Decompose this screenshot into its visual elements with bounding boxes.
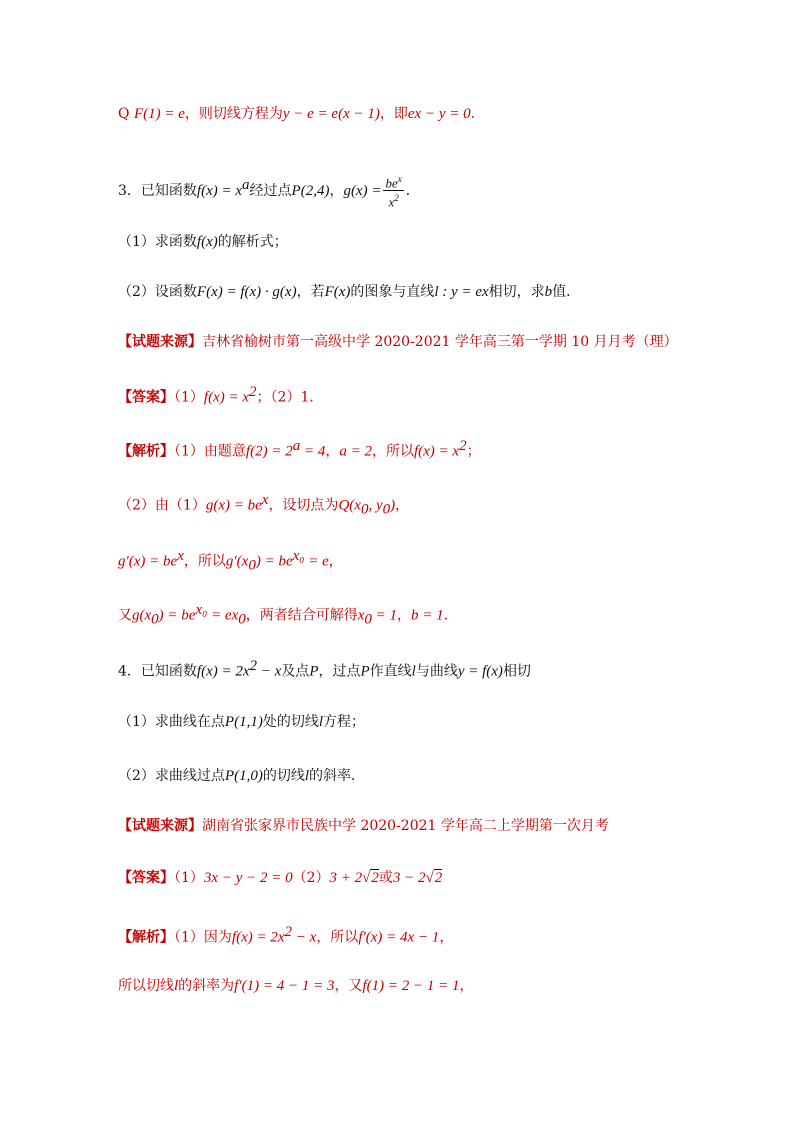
math-expr: g′(x xyxy=(225,553,249,570)
math-exp: 2 xyxy=(459,438,467,454)
text: 方程； xyxy=(323,714,365,730)
math-expr: − x xyxy=(292,929,317,946)
text: ，设切点为 xyxy=(268,497,339,514)
text: 与曲线 xyxy=(415,663,458,680)
math-expr: ) = be xyxy=(255,553,293,570)
math-expr: = e xyxy=(304,553,329,570)
text: ； xyxy=(466,443,481,460)
math-expr: f′(x) = 4x − 1 xyxy=(358,929,440,946)
text: ，所以 xyxy=(371,443,414,460)
analysis-tag: 【解析】 xyxy=(118,443,174,460)
question-3-analysis-2 xyxy=(118,490,409,519)
math-expr: 3x − y − 2 = 0 xyxy=(203,870,293,886)
text: ， xyxy=(397,607,412,624)
math-exp: a xyxy=(242,177,250,194)
text: （1）求曲线在点 xyxy=(118,714,225,730)
math-expr: P xyxy=(360,663,370,680)
math-expr: F(x) xyxy=(324,284,351,300)
math-expr: = ex xyxy=(207,607,239,624)
math-expr: F(1) = e xyxy=(133,106,185,122)
source-text: 湖南省张家界市民族中学 2020-2021 学年高二上学期第一次月考 xyxy=(202,818,609,834)
math-exp: x₀ xyxy=(195,602,208,618)
math-expr: f(1) = 2 − 1 = 1 xyxy=(362,978,460,994)
question-3-part-2 xyxy=(118,282,580,302)
text: ，又 xyxy=(334,978,363,994)
text: ，所以 xyxy=(316,929,359,946)
math-expr: f(x) = 2x xyxy=(231,929,285,946)
math-expr: g′(x) = be xyxy=(118,553,178,570)
source-text: 吉林省榆树市第一高级中学 2020-2021 学年高三第一学期 10 月月考（理） xyxy=(202,334,678,350)
text: ，所以 xyxy=(183,553,226,570)
text: （2） xyxy=(292,870,330,886)
math-exp: x xyxy=(397,174,402,184)
question-3-analysis-3 xyxy=(118,546,343,575)
text: ； xyxy=(256,389,271,406)
text: 的斜率． xyxy=(309,768,365,784)
math-expr: a = 2 xyxy=(339,443,372,460)
math-expr: b = 1 xyxy=(411,607,444,624)
text: ，若 xyxy=(296,284,325,300)
text: （1）求函数 xyxy=(118,234,197,250)
math-expr: l xyxy=(174,978,179,994)
math-sub: 0 xyxy=(364,611,372,628)
sqrt: √2 xyxy=(425,870,443,886)
text: ，过点 xyxy=(318,663,361,680)
source-tag: 【试题来源】 xyxy=(118,818,202,834)
math-exp: a xyxy=(292,438,301,454)
question-4-source xyxy=(118,816,609,836)
math-expr: y = f(x) xyxy=(457,663,503,680)
math-expr: = 1 xyxy=(371,607,398,624)
math-sub: 0 xyxy=(248,557,256,574)
math-expr: g(x) = be xyxy=(205,497,262,514)
text: ． xyxy=(470,106,485,122)
text: 的斜率为 xyxy=(178,978,235,994)
question-number: 4．已知函数 xyxy=(118,663,197,680)
question-3-analysis-4 xyxy=(118,600,458,629)
text: 相切 xyxy=(502,663,531,680)
sqrt-radicand: 2 xyxy=(434,870,443,886)
text: ， xyxy=(329,182,344,199)
text: （2）求曲线过点 xyxy=(118,768,225,784)
text: ，即 xyxy=(379,106,408,122)
math-expr: , y xyxy=(368,497,383,514)
answer-tag: 【答案】 xyxy=(118,870,174,886)
text: 值． xyxy=(552,284,581,300)
math-expr: P(1,0) xyxy=(224,768,263,784)
text: ． xyxy=(405,182,420,199)
text: （2）设函数 xyxy=(118,284,197,300)
question-4-part-1 xyxy=(118,712,365,732)
sqrt: √2 xyxy=(362,870,379,886)
text: 又 xyxy=(118,607,132,624)
math-expr: ) xyxy=(390,497,396,514)
text: 经过点 xyxy=(249,182,292,199)
math-exp: 2 xyxy=(249,658,258,674)
text: 相切，求 xyxy=(488,284,545,300)
question-4-analysis-2 xyxy=(118,976,474,996)
text: ，则切线方程为 xyxy=(184,106,283,122)
solution-line-tangent xyxy=(118,104,485,124)
math-expr: f(x) = x xyxy=(203,389,250,406)
text: ， xyxy=(395,497,410,514)
math-expr: y − e = e(x − 1) xyxy=(282,106,380,122)
math-expr: = 4 xyxy=(300,443,326,460)
question-3-answer xyxy=(118,382,323,408)
math-expr: ex − y = 0 xyxy=(407,106,471,122)
math-expr: f(x) = 2x xyxy=(196,663,250,680)
math-expr: x xyxy=(357,607,365,624)
text: ， xyxy=(459,978,474,994)
question-4-answer xyxy=(118,868,442,888)
text: ， xyxy=(325,443,340,460)
math-expr: f(x) = x xyxy=(413,443,460,460)
text: ，两者结合可解得 xyxy=(245,607,358,624)
question-4 xyxy=(118,656,531,682)
math-sub: 0 xyxy=(360,501,369,518)
answer-tag: 【答案】 xyxy=(118,389,174,406)
math-sub: 0 xyxy=(238,611,246,628)
text: （2）1． xyxy=(270,389,324,406)
text: ． xyxy=(443,607,458,624)
question-4-analysis-1 xyxy=(118,922,453,948)
math-expr: f(x) = x xyxy=(196,182,243,199)
math-expr: F(x) = f(x) · g(x) xyxy=(196,284,297,300)
math-expr: f(2) = 2 xyxy=(245,443,293,460)
text: 的图象与直线 xyxy=(350,284,435,300)
math-expr: Q(x xyxy=(338,497,361,514)
math-expr: − x xyxy=(257,663,282,680)
text: ， xyxy=(328,553,343,570)
question-4-part-2 xyxy=(118,766,365,786)
text: 的切线 xyxy=(262,768,305,784)
text: ， xyxy=(439,929,454,946)
analysis-tag: 【解析】 xyxy=(118,929,174,946)
math-expr: f(x) xyxy=(196,234,218,250)
question-number: 3．已知函数 xyxy=(118,182,197,199)
math-sub: 0 xyxy=(382,501,391,518)
math-expr: g(x xyxy=(132,607,152,624)
fraction xyxy=(383,172,403,210)
math-expr: l xyxy=(304,768,309,784)
text: 的解析式； xyxy=(217,234,288,250)
text: 作直线 xyxy=(369,663,412,680)
question-3 xyxy=(118,172,420,210)
text: （1） xyxy=(174,389,204,406)
text: （1） xyxy=(174,870,204,886)
math-expr: b xyxy=(544,284,553,300)
text: （2）由（1） xyxy=(118,497,206,514)
source-tag: 【试题来源】 xyxy=(118,334,202,350)
math-expr: ) = be xyxy=(158,607,196,624)
math-expr: 3 − 2 xyxy=(392,870,426,886)
math-expr: l xyxy=(318,714,323,730)
text: （1）由题意 xyxy=(174,443,246,460)
text: （1）因为 xyxy=(174,929,232,946)
math-expr: g(x) = xyxy=(343,182,382,199)
question-3-part-1 xyxy=(118,232,288,252)
text: 处的切线 xyxy=(262,714,319,730)
math-exp: 2 xyxy=(394,193,399,204)
sqrt-radicand: 2 xyxy=(371,870,379,886)
math-expr: P(1,1) xyxy=(224,714,263,730)
frac-num: be xyxy=(385,175,398,191)
math-exp: 2 xyxy=(284,924,293,940)
math-expr: l xyxy=(411,663,416,680)
text: 及点 xyxy=(281,663,310,680)
math-exp: x xyxy=(177,548,184,564)
math-exp: 2 xyxy=(249,384,257,400)
math-expr: P(2,4) xyxy=(291,182,330,199)
therefore-symbol: Q xyxy=(118,106,134,122)
math-expr: 3 + 2 xyxy=(329,870,363,886)
math-exp: x₀ xyxy=(292,548,305,564)
question-3-analysis-1 xyxy=(118,436,481,462)
math-sub: 0 xyxy=(151,611,159,628)
math-exp: x xyxy=(261,492,269,508)
math-expr: P xyxy=(309,663,319,680)
text: 所以切线 xyxy=(118,978,174,994)
question-3-source xyxy=(118,332,678,352)
math-expr: f′(1) = 4 − 1 = 3 xyxy=(234,978,335,994)
frac-den: x xyxy=(388,194,395,210)
math-expr: l : y = ex xyxy=(434,284,489,300)
text: 或 xyxy=(378,870,393,886)
